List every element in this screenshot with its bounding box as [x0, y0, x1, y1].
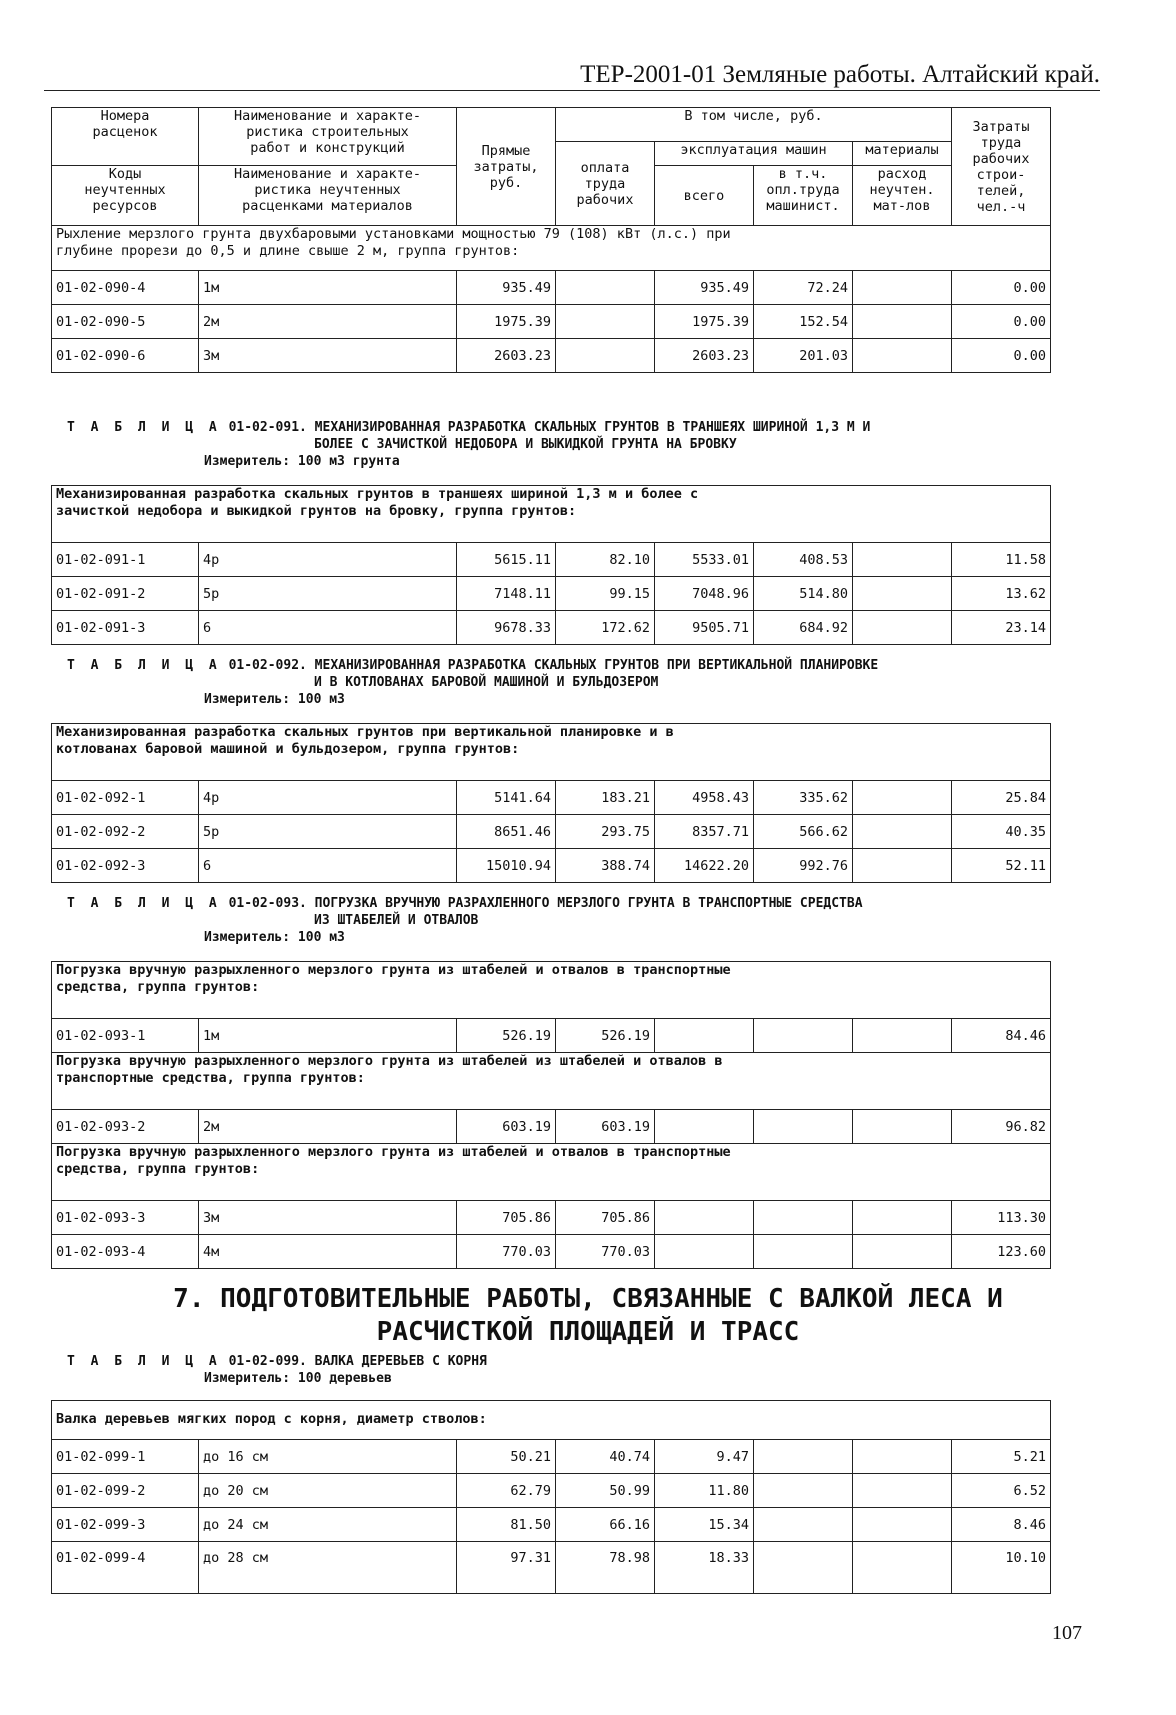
description-091: Механизированная разработка скальных грунтов в траншеях шириной 1,3 м и более с зачисткой недобора и выкидкой грунтов на бровку, группа грунтов: [52, 486, 1051, 543]
table-row [52, 1508, 1051, 1542]
table-row [52, 339, 1051, 373]
table-cell: 50.99 [556, 1474, 655, 1508]
table-cell: 40.74 [556, 1440, 655, 1474]
table-cell: 01-02-091-1 [52, 543, 199, 577]
table-cell [655, 1110, 754, 1144]
table-cell: 3м [199, 1201, 457, 1235]
table-cell: 5615.11 [457, 543, 556, 577]
table-cell: 992.76 [754, 849, 853, 883]
table-cell [655, 1019, 754, 1053]
table-cell: 935.49 [457, 271, 556, 305]
table-row [52, 577, 1051, 611]
table-cell [853, 781, 952, 815]
header-codes: Коды неучтенных ресурсов [52, 166, 199, 226]
table-cell: 566.62 [754, 815, 853, 849]
header-materials: материалы [853, 142, 952, 166]
table-cell: 99.15 [556, 577, 655, 611]
table-cell [853, 1542, 952, 1594]
table-cell: 388.74 [556, 849, 655, 883]
table-093 [51, 961, 1051, 1269]
table-cell [853, 1019, 952, 1053]
table-cell: 78.98 [556, 1542, 655, 1594]
table-092 [51, 723, 1051, 883]
table-cell [853, 1440, 952, 1474]
table-title-092: Т А Б Л И Ц А 01-02-092. МЕХАНИЗИРОВАННАЯ РАЗРАБОТКА СКАЛЬНЫХ ГРУНТОВ ПРИ ВЕРТИКАЛЬНОЙ ПЛАНИРОВКЕ И В КОТЛОВАНАХ БАРОВОЙ МАШИНОЙ И БУЛЬДОЗЕРОМ Измеритель: 100 м3 [67, 658, 879, 707]
table-cell: 01-02-093-1 [52, 1019, 199, 1053]
table-cell [853, 577, 952, 611]
table-cell: 01-02-093-3 [52, 1201, 199, 1235]
table-cell: 6.52 [952, 1474, 1051, 1508]
table-row [52, 815, 1051, 849]
table-cell: 66.16 [556, 1508, 655, 1542]
table-cell: 6 [199, 611, 457, 645]
table-cell [853, 849, 952, 883]
table-cell: 84.46 [952, 1019, 1051, 1053]
table-cell: 684.92 [754, 611, 853, 645]
table-cell: 6 [199, 849, 457, 883]
table-cell: 4р [199, 781, 457, 815]
header-materials-consumption: расход неучтен. мат-лов [853, 166, 952, 226]
table-row [52, 1235, 1051, 1269]
table-cell: 4р [199, 543, 457, 577]
table-cell: 01-02-099-3 [52, 1508, 199, 1542]
header-name2: Наименование и характе- ристика неучтенных расценками материалов [199, 166, 457, 226]
table-cell: 603.19 [556, 1110, 655, 1144]
table-cell: до 28 см [199, 1542, 457, 1594]
description-093-2: Погрузка вручную разрыхленного мерзлого грунта из штабелей из штабелей и отвалов в транспортные средства, группа грунтов: [52, 1053, 1051, 1110]
table-title-099: Т А Б Л И Ц А 01-02-099. ВАЛКА ДЕРЕВЬЕВ С КОРНЯ Измеритель: 100 деревьев [67, 1354, 487, 1386]
table-cell: 01-02-092-1 [52, 781, 199, 815]
table-cell [754, 1440, 853, 1474]
table-cell [556, 305, 655, 339]
table-cell: 2м [199, 305, 457, 339]
table-cell: до 16 см [199, 1440, 457, 1474]
header-machines: эксплуатация машин [655, 142, 853, 166]
table-cell: 113.30 [952, 1201, 1051, 1235]
table-cell: 2603.23 [457, 339, 556, 373]
table-row [52, 305, 1051, 339]
table-cell: 293.75 [556, 815, 655, 849]
table-row [52, 1201, 1051, 1235]
table-title-093: Т А Б Л И Ц А 01-02-093. ПОГРУЗКА ВРУЧНУЮ РАЗРАХЛЕННОГО МЕРЗЛОГО ГРУНТА В ТРАНСПОРТНЫЕ СРЕДСТВА ИЗ ШТАБЕЛЕЙ И ОТВАЛОВ Измеритель: 100 м3 [67, 896, 863, 945]
table-cell [754, 1235, 853, 1269]
table-099 [51, 1400, 1051, 1594]
description-092: Механизированная разработка скальных грунтов при вертикальной планировке и в котлованах баровой машиной и бульдозером, группа грунтов: [52, 724, 1051, 781]
table-cell: 514.80 [754, 577, 853, 611]
description-093-1: Погрузка вручную разрыхленного мерзлого грунта из штабелей и отвалов в транспортные средства, группа грунтов: [52, 962, 1051, 1019]
table-cell: 50.21 [457, 1440, 556, 1474]
header-labor-pay: оплата труда рабочих [556, 142, 655, 226]
table-cell [853, 611, 952, 645]
table-title-091: Т А Б Л И Ц А 01-02-091. МЕХАНИЗИРОВАННАЯ РАЗРАБОТКА СКАЛЬНЫХ ГРУНТОВ В ТРАНШЕЯХ ШИРИНОЙ 1,3 М И БОЛЕЕ С ЗАЧИСТКОЙ НЕДОБОРА И ВЫКИДКОЙ ГРУНТА НА БРОВКУ Измеритель: 100 м3 грунта [67, 420, 871, 469]
table-cell: 01-02-093-2 [52, 1110, 199, 1144]
table-cell: до 20 см [199, 1474, 457, 1508]
section-title: 7. ПОДГОТОВИТЕЛЬНЫЕ РАБОТЫ, СВЯЗАННЫЕ С ВАЛКОЙ ЛЕСА И РАСЧИСТКОЙ ПЛОЩАДЕЙ И ТРАСС [173, 1284, 1003, 1347]
table-cell: 1975.39 [457, 305, 556, 339]
table-cell: 526.19 [457, 1019, 556, 1053]
table-cell: 0.00 [952, 305, 1051, 339]
table-cell: 152.54 [754, 305, 853, 339]
table-row [52, 1440, 1051, 1474]
table-cell: 335.62 [754, 781, 853, 815]
table-cell: 4958.43 [655, 781, 754, 815]
table-cell: 7148.11 [457, 577, 556, 611]
table-cell: 52.11 [952, 849, 1051, 883]
table-cell: 81.50 [457, 1508, 556, 1542]
table-cell [754, 1474, 853, 1508]
table-cell: 770.03 [556, 1235, 655, 1269]
table-cell: 01-02-091-3 [52, 611, 199, 645]
table-cell: 526.19 [556, 1019, 655, 1053]
table-cell: 72.24 [754, 271, 853, 305]
table-cell: 603.19 [457, 1110, 556, 1144]
table-cell: 62.79 [457, 1474, 556, 1508]
running-header: ТЕР-2001-01 Земляные работы. Алтайский край. [44, 60, 1100, 91]
table-cell: 23.14 [952, 611, 1051, 645]
table-cell: 14622.20 [655, 849, 754, 883]
table-cell: 01-02-099-1 [52, 1440, 199, 1474]
table-row [52, 543, 1051, 577]
table-cell: 183.21 [556, 781, 655, 815]
table-cell: 15010.94 [457, 849, 556, 883]
description-093-3: Погрузка вручную разрыхленного мерзлого грунта из штабелей и отвалов в транспортные средства, группа грунтов: [52, 1144, 1051, 1201]
table-cell: 5141.64 [457, 781, 556, 815]
table-cell: 1м [199, 1019, 457, 1053]
table-cell: 8357.71 [655, 815, 754, 849]
table-cell [853, 1508, 952, 1542]
description-099: Валка деревьев мягких пород с корня, диаметр стволов: [52, 1401, 1051, 1440]
table-cell [655, 1201, 754, 1235]
table-cell: 201.03 [754, 339, 853, 373]
table-cell: 01-02-092-2 [52, 815, 199, 849]
table-row [52, 849, 1051, 883]
table-row [52, 1474, 1051, 1508]
table-row [52, 781, 1051, 815]
header-numbers: Номера расценок [52, 108, 199, 166]
table-cell: 01-02-091-2 [52, 577, 199, 611]
table-cell: 123.60 [952, 1235, 1051, 1269]
table-cell [853, 271, 952, 305]
table-cell [853, 339, 952, 373]
header-machines-total: всего [655, 166, 754, 226]
table-cell: 1м [199, 271, 457, 305]
table-cell [655, 1235, 754, 1269]
table-cell [754, 1508, 853, 1542]
table-row [52, 611, 1051, 645]
table-cell [853, 815, 952, 849]
table-row [52, 1542, 1051, 1594]
table-cell [556, 271, 655, 305]
table-cell: 10.10 [952, 1542, 1051, 1594]
table-cell: 5р [199, 815, 457, 849]
header-labor: Затраты труда рабочих строи- телей, чел.-ч [952, 108, 1051, 226]
table-cell: 1975.39 [655, 305, 754, 339]
table-cell: 25.84 [952, 781, 1051, 815]
table-cell: 935.49 [655, 271, 754, 305]
table-091 [51, 485, 1051, 645]
table-cell: 01-02-099-2 [52, 1474, 199, 1508]
table-cell: 0.00 [952, 339, 1051, 373]
table-row [52, 271, 1051, 305]
table-cell: 8.46 [952, 1508, 1051, 1542]
table-cell: 4м [199, 1235, 457, 1269]
table-cell: 8651.46 [457, 815, 556, 849]
table-cell: 9505.71 [655, 611, 754, 645]
table-cell [754, 1201, 853, 1235]
table-cell [853, 543, 952, 577]
table-cell: 408.53 [754, 543, 853, 577]
table-cell: 11.58 [952, 543, 1051, 577]
table-cell: 770.03 [457, 1235, 556, 1269]
header-including: В том числе, руб. [556, 108, 952, 142]
table-cell: 18.33 [655, 1542, 754, 1594]
table-cell: 5р [199, 577, 457, 611]
table-cell: 01-02-090-5 [52, 305, 199, 339]
table-cell: 0.00 [952, 271, 1051, 305]
table-cell: 2м [199, 1110, 457, 1144]
table-cell: 11.80 [655, 1474, 754, 1508]
table-row [52, 1110, 1051, 1144]
table-cell: 705.86 [556, 1201, 655, 1235]
table-cell: 82.10 [556, 543, 655, 577]
table-cell: 5533.01 [655, 543, 754, 577]
header-name: Наименование и характе- ристика строительных работ и конструкций [199, 108, 457, 166]
table-cell [754, 1110, 853, 1144]
table-cell: 01-02-099-4 [52, 1542, 199, 1594]
table-cell [853, 1235, 952, 1269]
table-cell: 5.21 [952, 1440, 1051, 1474]
table-cell: 01-02-090-4 [52, 271, 199, 305]
table-cell: до 24 см [199, 1508, 457, 1542]
table-cell: 13.62 [952, 577, 1051, 611]
table-090 [51, 107, 1051, 373]
table-cell: 97.31 [457, 1542, 556, 1594]
table-row [52, 1019, 1051, 1053]
header-incl-operators: в т.ч. опл.труда машинист. [754, 166, 853, 226]
table-cell: 40.35 [952, 815, 1051, 849]
table-cell [853, 1110, 952, 1144]
table-cell [853, 1201, 952, 1235]
table-cell: 9.47 [655, 1440, 754, 1474]
table-cell [754, 1019, 853, 1053]
table-cell: 172.62 [556, 611, 655, 645]
description-090: Рыхление мерзлого грунта двухбаровыми установками мощностью 79 (108) кВт (л.с.) при глубине прорези до 0,5 и длине свыше 2 м, группа грунтов: [52, 226, 1051, 271]
table-cell: 705.86 [457, 1201, 556, 1235]
table-cell [853, 305, 952, 339]
table-cell: 01-02-090-6 [52, 339, 199, 373]
table-cell: 01-02-093-4 [52, 1235, 199, 1269]
header-direct: Прямые затраты, руб. [457, 108, 556, 226]
table-cell: 9678.33 [457, 611, 556, 645]
table-cell [556, 339, 655, 373]
page-number: 107 [1052, 1622, 1082, 1644]
table-cell: 3м [199, 339, 457, 373]
table-cell: 2603.23 [655, 339, 754, 373]
table-cell: 96.82 [952, 1110, 1051, 1144]
table-cell [853, 1474, 952, 1508]
table-cell: 7048.96 [655, 577, 754, 611]
table-cell: 01-02-092-3 [52, 849, 199, 883]
table-cell: 15.34 [655, 1508, 754, 1542]
table-cell [754, 1542, 853, 1594]
